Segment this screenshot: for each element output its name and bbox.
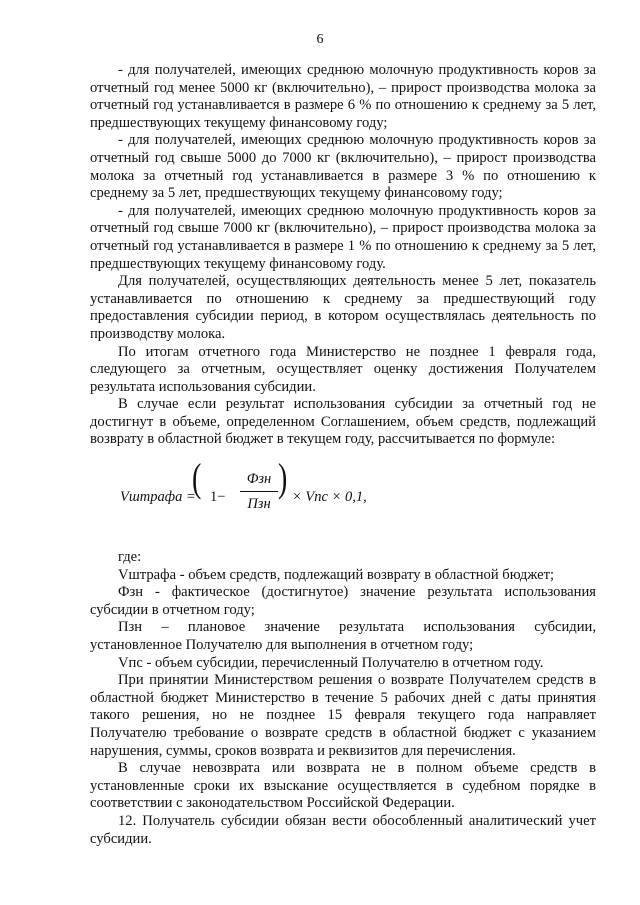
page-number: 6 — [316, 32, 324, 47]
paragraph-formula-intro: В случае если результат использования субсидии за отчетный год не достигнут в объеме, определенном Соглашением, объем средств, подлежащий возврату в областной бюджет в текущем году, рассчитывается по формуле: — [90, 396, 596, 448]
formula-denominator: Пзн — [247, 495, 271, 512]
formula-fraction — [240, 471, 278, 513]
paragraph-productivity-over-7000: - для получателей, имеющих среднюю молочную продуктивность коров за отчетный год свыше 7000 кг (включительно), – прирост производства молока за отчетный год устанавливается в размере 1 % по отношению к среднему за 5 лет, предшествующих текущему финансовому году. — [90, 202, 596, 272]
definition-penalty-volume: Vштрафа - объем средств, подлежащий возврату в областной бюджет; — [118, 566, 555, 583]
paragraph-return-requirement: При принятии Министерством решения о возврате Получателем средств в областной бюджет Министерство в течение 5 рабочих дней с даты принятия такого решения, но не позднее 15 февраля текущего года направляет Получателю требование о возврате средств в областной бюджет с указанием нарушения, суммы, сроков возврата и реквизитов для перечисления. — [90, 672, 596, 759]
definition-actual-value: Фзн - фактическое (достигнутое) значение результата использования субсидии в отчетном году; — [90, 584, 596, 618]
formula-lhs: Vштрафа = — [120, 489, 196, 506]
paragraph-court-recovery: В случае невозврата или возврата не в полном объеме средств в установленные сроки их взыскание осуществляется в судебном порядке в соответствии с законодательством Российской Федерации. — [90, 760, 596, 812]
page-body — [90, 62, 596, 848]
definition-subsidy-volume: Vпс - объем субсидии, перечисленный Получателю в отчетном году. — [118, 654, 544, 671]
definition-planned-value: Пзн – плановое значение результата использования субсидии, установленное Получателю для выполнения в отчетном году; — [90, 619, 596, 654]
paragraph-where: где: — [118, 549, 142, 566]
paragraph-productivity-5000-7000: - для получателей, имеющих среднюю молочную продуктивность коров за отчетный год свыше 5000 до 7000 кг (включительно), – прирост производства молока за отчетный год устанавливается в размере 3 % по отношению к среднему за 5 лет, предшествующих текущему финансовому году; — [90, 132, 596, 202]
paragraph-less-than-5-years: Для получателей, осуществляющих деятельность менее 5 лет, показатель устанавливается по отношению к среднему за предшествующий году предоставления субсидии период, в котором осуществлялась деятельность по производству молока. — [90, 273, 596, 342]
formula-numerator: Фзн — [240, 471, 278, 492]
penalty-formula — [90, 455, 596, 531]
paragraph-productivity-under-5000: - для получателей, имеющих среднюю молочную продуктивность коров за отчетный год менее 5000 кг (включительно), – прирост производства молока за отчетный год устанавливается в размере 6 % по отношению к среднему за 5 лет, предшествующих текущему финансовому году; — [90, 62, 596, 131]
formula-one-minus: 1− — [210, 489, 226, 506]
paragraph-item-12: 12. Получатель субсидии обязан вести обособленный аналитический учет субсидии. — [90, 812, 596, 847]
formula-rest: × Vпс × 0,1, — [292, 489, 367, 506]
paragraph-annual-assessment: По итогам отчетного года Министерство не позднее 1 февраля года, следующего за отчетным, осуществляет оценку достижения Получателем результата использования субсидии. — [90, 343, 596, 395]
formula-close-paren: ) — [277, 455, 288, 501]
formula-open-paren: ( — [191, 455, 202, 501]
